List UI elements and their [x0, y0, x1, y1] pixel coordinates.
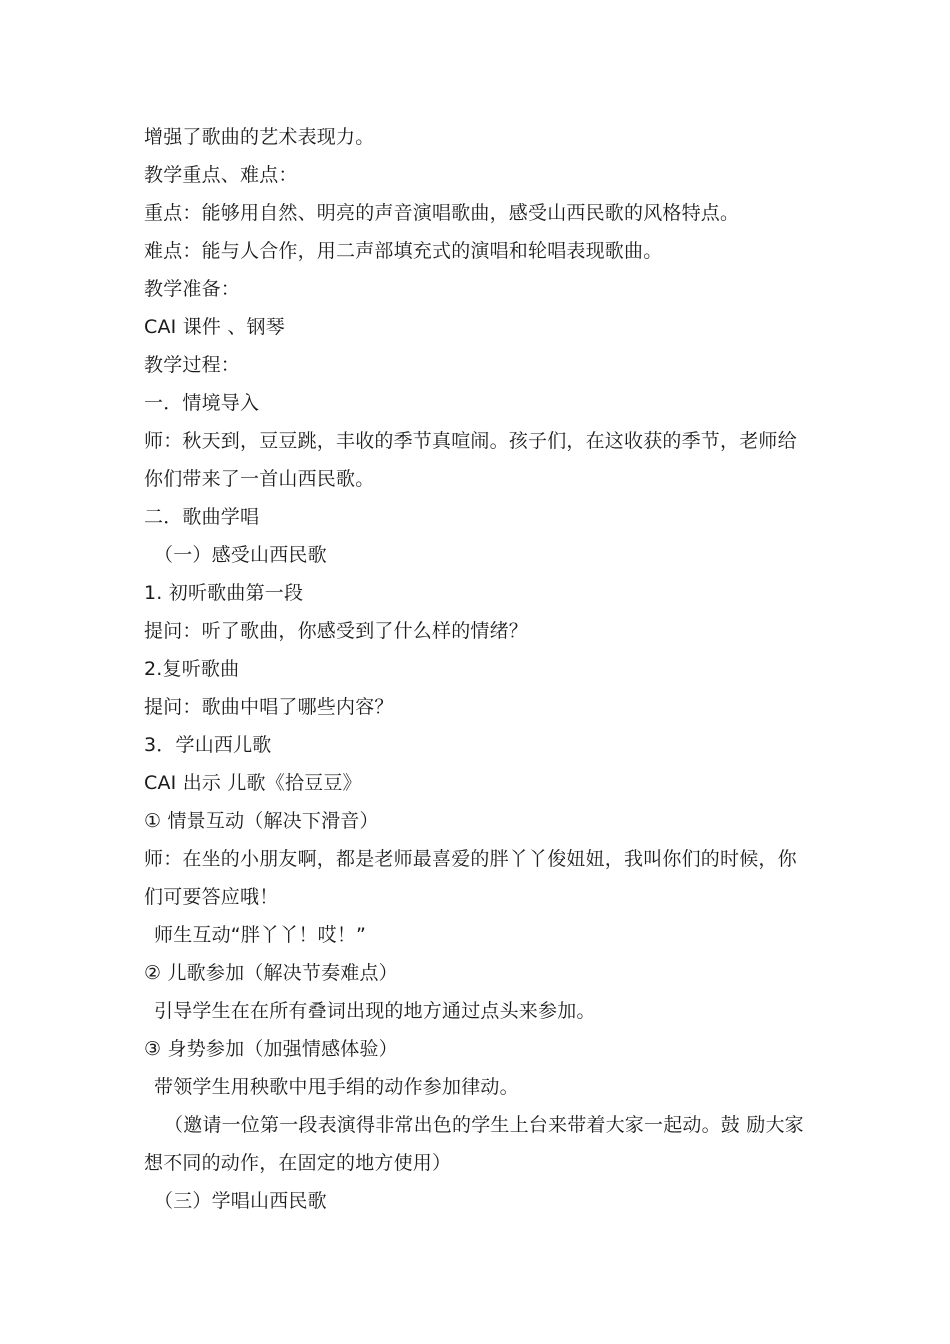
text-line: 提问：听了歌曲，你感受到了什么样的情绪？: [144, 620, 529, 642]
text-line: 带领学生用秧歌中甩手绢的动作参加律动。: [154, 1076, 519, 1098]
list-item: ① 情景互动（解决下滑音）: [144, 810, 379, 832]
text-line: 增强了歌曲的艺术表现力。: [144, 126, 375, 148]
text-line: 想不同的动作，在固定的地方使用）: [144, 1152, 452, 1174]
list-item: 1. 初听歌曲第一段: [144, 582, 304, 604]
list-item: ③ 身势参加（加强情感体验）: [144, 1038, 398, 1060]
text-line: 师生互动“胖丫丫！哎！”: [154, 924, 367, 946]
text-line: 你们带来了一首山西民歌。: [144, 468, 375, 490]
list-item: 3．学山西儿歌: [144, 734, 272, 756]
text-line: 师：秋天到，豆豆跳，丰收的季节真喧闹。孩子们，在这收获的季节，老师给: [144, 430, 797, 452]
subsection-heading: （三）学唱山西民歌: [154, 1190, 327, 1212]
section-heading: 二．歌曲学唱: [144, 506, 260, 528]
text-line: 提问：歌曲中唱了哪些内容？: [144, 696, 394, 718]
subsection-heading: （一）感受山西民歌: [154, 544, 327, 566]
text-line: CAI 出示 儿歌《拾豆豆》: [144, 772, 362, 794]
list-item: ② 儿歌参加（解决节奏难点）: [144, 962, 398, 984]
section-heading: 一．情境导入: [144, 392, 260, 414]
text-line: 师：在坐的小朋友啊，都是老师最喜爱的胖丫丫俊妞妞，我叫你们的时候，你: [144, 848, 797, 870]
text-line: CAI 课件 、钢琴: [144, 316, 285, 338]
text-line: 引导学生在在所有叠词出现的地方通过点头来参加。: [154, 1000, 596, 1022]
text-line: 重点：能够用自然、明亮的声音演唱歌曲，感受山西民歌的风格特点。: [144, 202, 740, 224]
section-heading: 教学重点、难点：: [144, 164, 298, 186]
text-line: （邀请一位第一段表演得非常出色的学生上台来带着大家一起动。鼓 励大家: [164, 1114, 804, 1136]
list-item: 2.复听歌曲: [144, 658, 240, 680]
text-line: 们可要答应哦！: [144, 886, 279, 908]
section-heading: 教学准备：: [144, 278, 241, 300]
document-body: [144, 118, 814, 1220]
text-line: 难点：能与人合作，用二声部填充式的演唱和轮唱表现歌曲。: [144, 240, 663, 262]
section-heading: 教学过程：: [144, 354, 241, 376]
